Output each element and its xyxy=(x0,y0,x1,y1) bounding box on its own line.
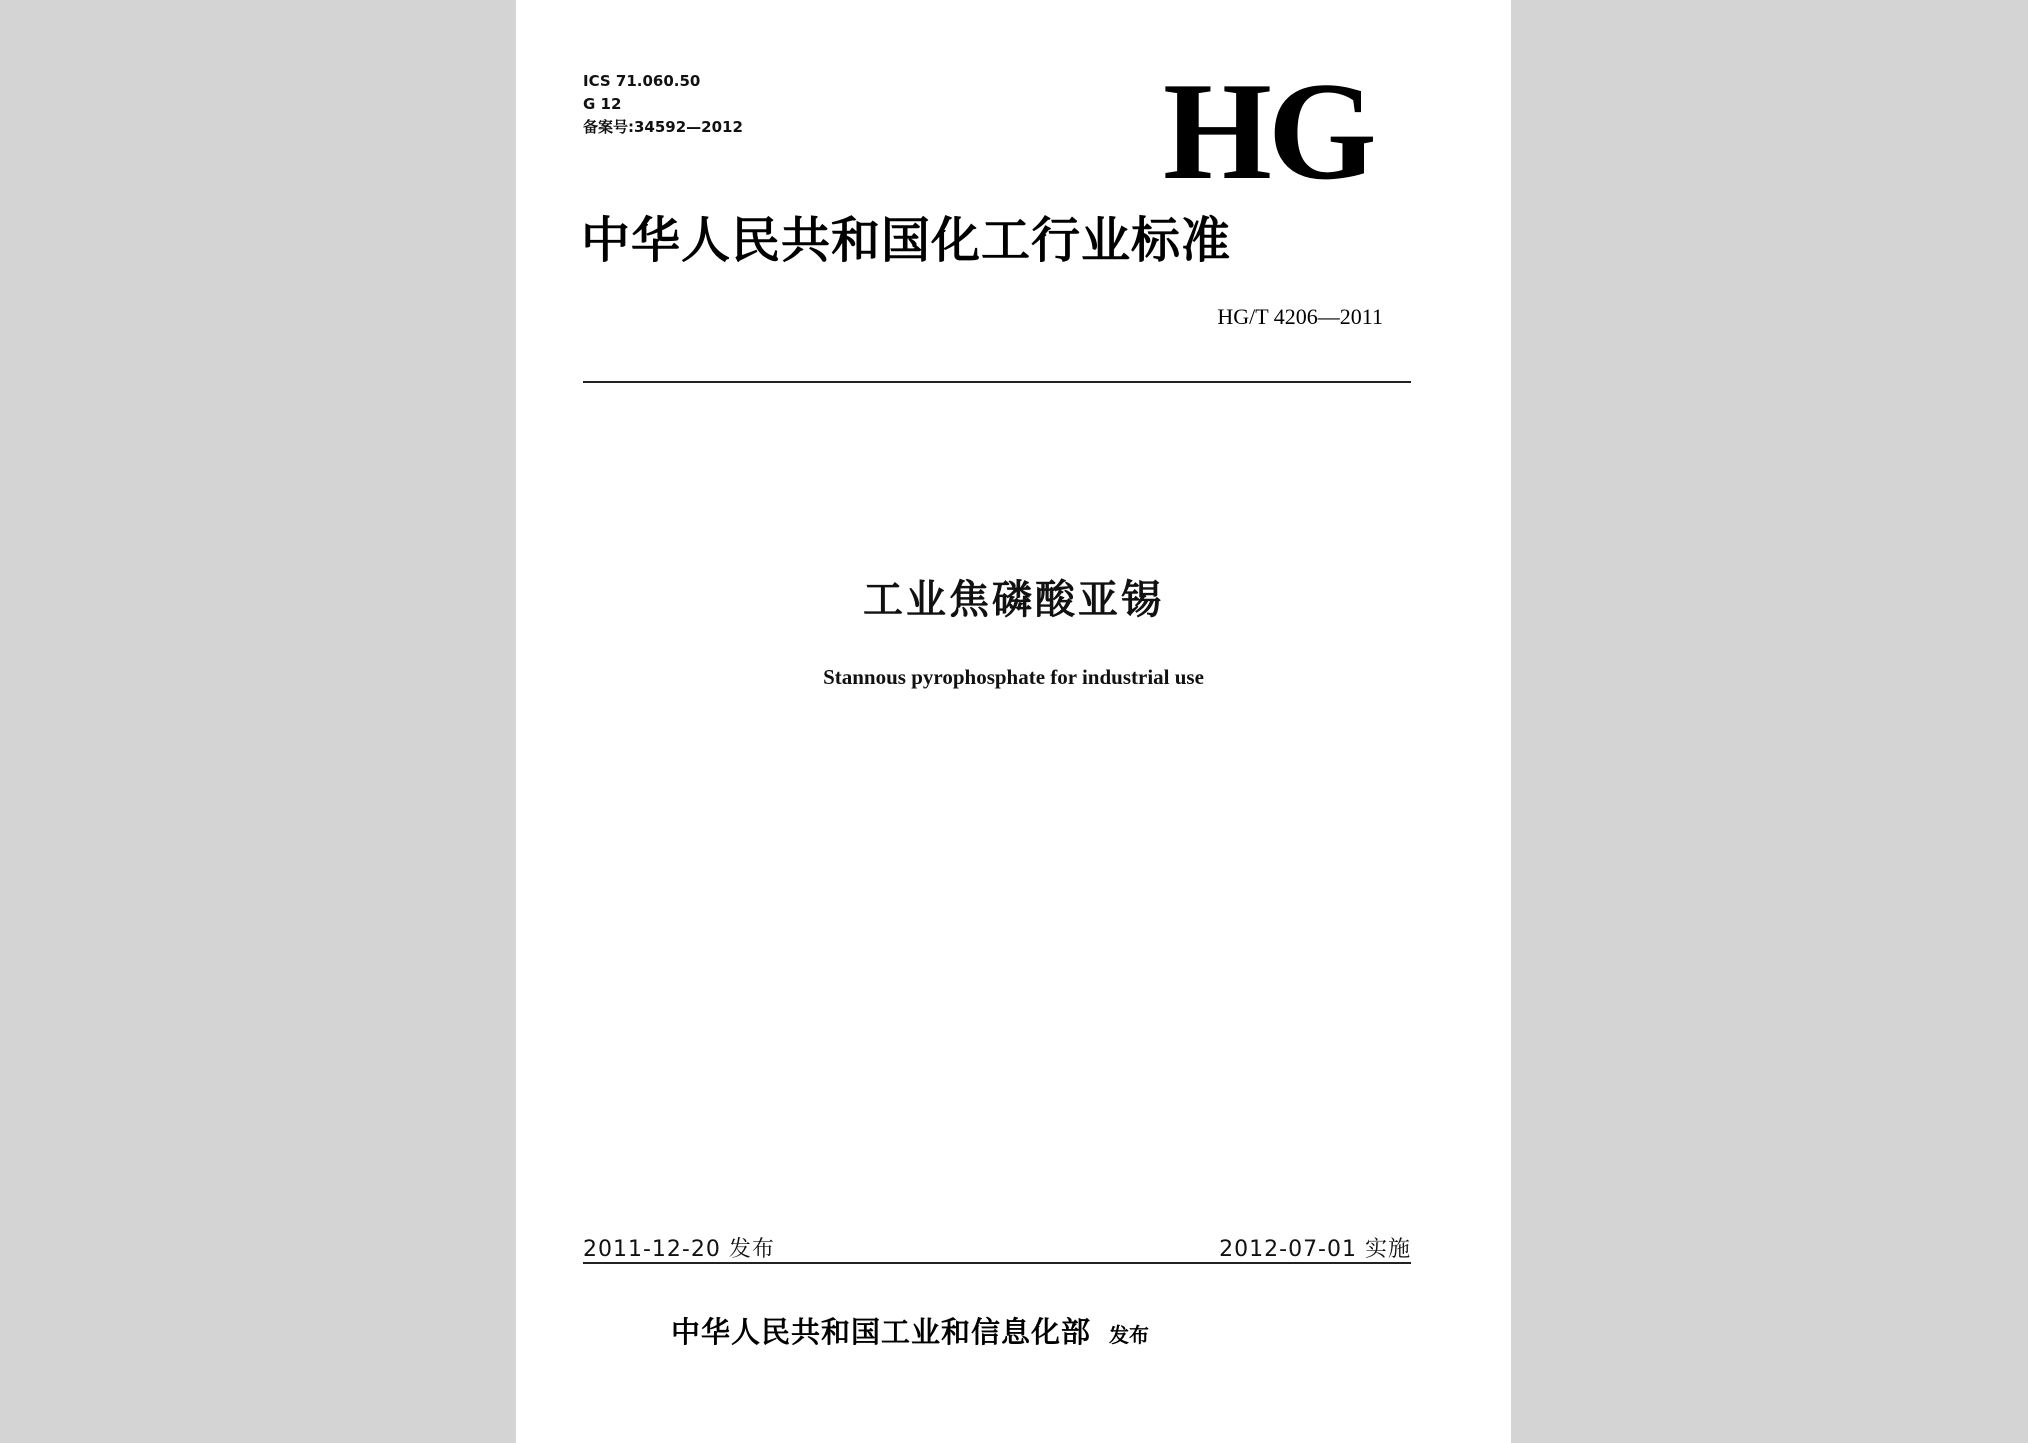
standard-category-title: 中华人民共和国化工行业标准 xyxy=(581,212,1232,269)
document-page xyxy=(516,0,1511,1443)
hg-logo: HG xyxy=(1163,54,1373,209)
ccs-code: G 12 xyxy=(583,95,622,113)
publisher-name: 中华人民共和国工业和信息化部 xyxy=(671,1315,1092,1349)
issue-date: 2011-12-20 发布 xyxy=(583,1237,775,1262)
top-divider xyxy=(583,381,1411,383)
implementation-date: 2012-07-01 实施 xyxy=(1219,1237,1411,1262)
standard-number: HG/T 4206—2011 xyxy=(1217,304,1383,329)
classification-block xyxy=(583,70,743,139)
record-number: 备案号:34592—2012 xyxy=(583,118,743,136)
ics-code: ICS 71.060.50 xyxy=(583,72,701,90)
publisher-suffix: 发布 xyxy=(1109,1323,1150,1347)
document-title-chinese: 工业焦磷酸亚锡 xyxy=(863,577,1164,623)
bottom-divider xyxy=(583,1262,1411,1264)
publisher-line xyxy=(671,1310,1149,1351)
document-title-english: Stannous pyrophosphate for industrial use xyxy=(823,665,1204,689)
